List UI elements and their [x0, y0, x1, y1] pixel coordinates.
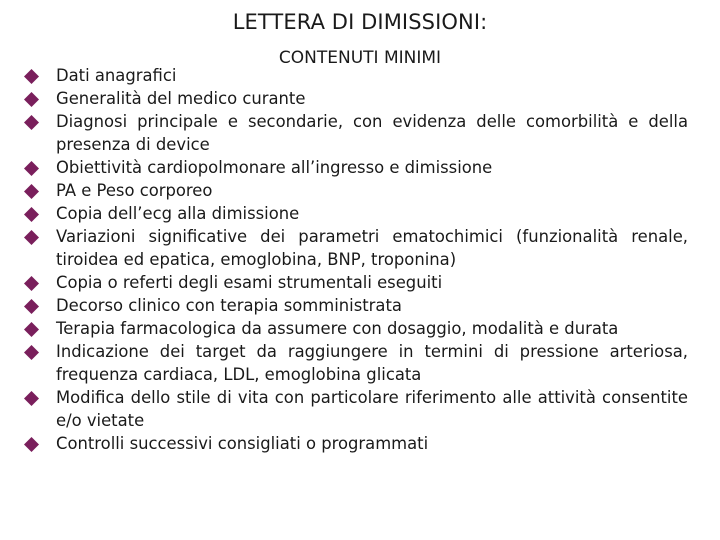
diamond-icon	[24, 115, 39, 130]
list-item-text: Variazioni significative dei parametri ematochimici (funzionalità renale, tiroidea ed epatica, emoglobina, BNP, troponina)	[56, 227, 688, 269]
diamond-icon	[24, 69, 39, 84]
list-item-text: Terapia farmacologica da assumere con dosaggio, modalità e durata	[56, 319, 619, 338]
diamond-icon	[24, 299, 39, 314]
list-item-text: Modifica dello stile di vita con particolare riferimento alle attività consentite e/o vietate	[56, 388, 688, 430]
diamond-icon	[24, 437, 39, 452]
list-item	[24, 156, 688, 179]
diamond-icon	[24, 92, 39, 107]
list-item-text: PA e Peso corporeo	[56, 181, 213, 200]
slide-title: LETTERA DI DIMISSIONI:	[232, 10, 488, 34]
list-item	[24, 340, 688, 386]
list-item	[24, 432, 688, 455]
list-item	[24, 386, 688, 432]
list-item-text: Indicazione dei target da raggiungere in termini di pressione arteriosa, frequenza cardiaca, LDL, emoglobina glicata	[56, 342, 688, 384]
list-item-text: Generalità del medico curante	[56, 89, 306, 108]
list-item	[24, 87, 688, 110]
diamond-icon	[24, 161, 39, 176]
bullet-list	[24, 64, 688, 455]
list-item-text: Dati anagrafici	[56, 66, 177, 85]
list-item	[24, 225, 688, 271]
list-item	[24, 179, 688, 202]
list-item-text: Copia dell’ecg alla dimissione	[56, 204, 300, 223]
diamond-icon	[24, 345, 39, 360]
list-item	[24, 110, 688, 156]
list-item-text: Obiettività cardiopolmonare all’ingresso e dimissione	[56, 158, 493, 177]
list-item	[24, 271, 688, 294]
diamond-icon	[24, 276, 39, 291]
list-item	[24, 317, 688, 340]
list-item	[24, 202, 688, 225]
diamond-icon	[24, 184, 39, 199]
diamond-icon	[24, 230, 39, 245]
list-item-text: Diagnosi principale e secondarie, con evidenza delle comorbilità e della presenza di device	[56, 112, 688, 154]
diamond-icon	[24, 391, 39, 406]
list-item-text: Copia o referti degli esami strumentali eseguiti	[56, 273, 443, 292]
list-item	[24, 64, 688, 87]
list-item	[24, 294, 688, 317]
slide-subtitle: CONTENUTI MINIMI	[278, 48, 442, 68]
diamond-icon	[24, 322, 39, 337]
list-item-text: Controlli successivi consigliati o programmati	[56, 434, 429, 453]
list-item-text: Decorso clinico con terapia somministrata	[56, 296, 402, 315]
diamond-icon	[24, 207, 39, 222]
